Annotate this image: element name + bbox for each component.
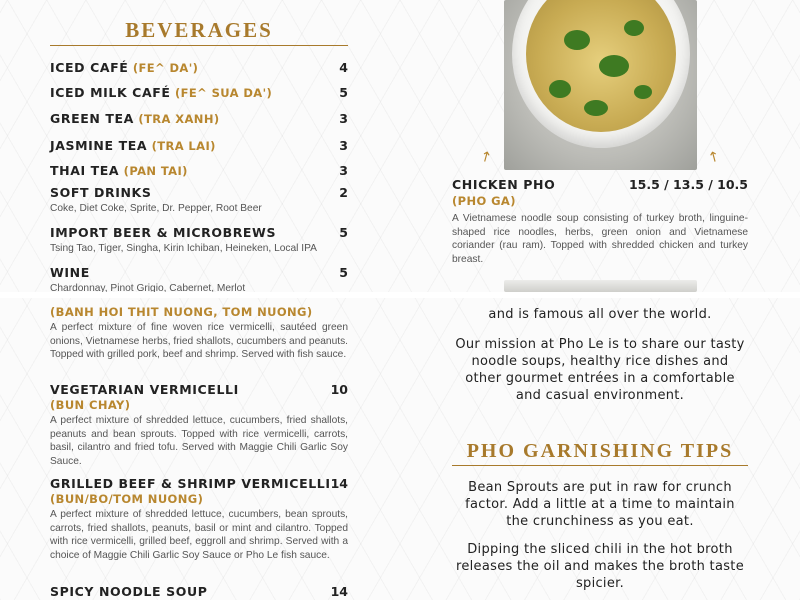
item-name: GREEN TEA: [50, 111, 134, 126]
garnishing-title: PHO GARNISHING TIPS: [466, 440, 734, 462]
herb-mark: [549, 80, 571, 98]
item-price: 15.5 / 13.5 / 10.5: [628, 177, 748, 192]
item-price: 5: [339, 265, 348, 280]
beverage-item-jasmine-tea: [50, 137, 348, 155]
herb-mark: [564, 30, 590, 50]
beverage-item-thai-tea: [50, 162, 348, 180]
beverage-item-iced-cafe: [50, 59, 348, 77]
item-price: 14: [330, 476, 348, 491]
item-options: Chardonnay, Pinot Grigio, Cabernet, Merlot: [50, 283, 246, 292]
item-name: IMPORT BEER & MICROBREWS: [50, 225, 277, 240]
item-viet-name: (BANH HOI THIT NUONG, TOM NUONG): [50, 305, 313, 319]
herb-mark: [624, 20, 644, 36]
item-viet-name: (PAN TAI): [123, 164, 188, 178]
left-arrow-icon: ↗: [476, 146, 495, 166]
item-viet-name: (PHO GA): [452, 194, 516, 208]
garnishing-rule: [452, 465, 748, 466]
chicken-pho-panel: [400, 0, 800, 292]
herb-mark: [634, 85, 652, 99]
item-viet-name: (BUN CHAY): [50, 398, 131, 412]
item-name: THAI TEA: [50, 163, 120, 178]
mission-panel: [0, 298, 800, 600]
beverages-rule: [50, 45, 348, 46]
item-price: 2: [339, 185, 348, 200]
item-name: CHICKEN PHO: [452, 177, 556, 192]
beverage-item-import-beer: [50, 225, 348, 254]
item-name: WINE: [50, 265, 90, 280]
mission-tail: and is famous all over the world.: [488, 307, 712, 322]
item-price: 5: [339, 85, 348, 100]
item-name: JASMINE TEA: [50, 138, 148, 153]
item-name: ICED MILK CAFÉ: [50, 85, 171, 100]
item-viet-name: (TRA LAI): [151, 139, 216, 153]
item-name: GRILLED BEEF & SHRIMP VERMICELLI: [50, 476, 331, 491]
item-viet-name: (FE^ SUA DA'): [174, 86, 273, 100]
item-description: A perfect mixture of fine woven rice vermicelli, sautéed green onions, Vietnamese herbs, fried shallots, cucumbers and peanuts. Topped with grilled pork, beef and shrimp. Served with fish sauce.: [50, 322, 348, 360]
item-viet-name: (TRA XANH): [138, 112, 220, 126]
item-name: SOFT DRINKS: [50, 185, 152, 200]
beverages-panel: [0, 0, 400, 292]
item-description: A perfect mixture of shredded lettuce, cucumbers, fried shallots, peanuts and bean sprouts. Topped with rice vermicelli, carrots, basil, cilantro and fried tofu. Served with Maggie Chili Garlic Soy Sauce.: [50, 415, 348, 467]
item-name: SPICY NOODLE SOUP: [50, 584, 208, 599]
item-description: A Vietnamese noodle soup consisting of turkey broth, linguine-shaped rice noodles, herbs, green onion and Vietnamese coriander (rau ram). Topped with shredded chicken and turkey breast.: [452, 213, 748, 265]
garnishing-tip-1: Bean Sprouts are put in raw for crunch factor. Add a little at a time to maintain the crunchiness as you eat.: [465, 480, 735, 529]
item-name: VEGETARIAN VERMICELLI: [50, 382, 239, 397]
item-price: 3: [339, 111, 348, 126]
chicken-pho-item: [452, 177, 748, 266]
item-options: Tsing Tao, Tiger, Singha, Kirin Ichiban, Heineken, Local IPA: [50, 243, 317, 254]
item-options: Coke, Diet Coke, Sprite, Dr. Pepper, Root Beer: [50, 203, 262, 214]
garnishing-tip-2: Dipping the sliced chili in the hot broth releases the oil and makes the broth taste spicier.: [455, 542, 744, 591]
item-viet-name: (BUN/BO/TOM NUONG): [50, 492, 204, 506]
item-price: 14: [330, 584, 348, 599]
herb-mark: [599, 55, 629, 77]
item-viet-name: (FE^ DA'): [132, 61, 199, 75]
item-name: ICED CAFÉ: [50, 60, 129, 75]
item-price: 5: [339, 225, 348, 240]
mission-paragraph: Our mission at Pho Le is to share our tasty noodle soups, healthy rice dishes and other gourmet entrées in a comfortable and casual environment.: [455, 337, 745, 403]
item-description: A perfect mixture of shredded lettuce, cucumbers, bean sprouts, carrots, fried shallots, peanuts, basil or mint and cilantro. Topped with rice vermicelli, grilled beef, eggroll and shrimp. Served with a choice of Maggie Chili Garlic Soy Sauce or Pho Le fish sauce.: [50, 509, 348, 561]
herb-mark: [584, 100, 608, 116]
beverages-title: BEVERAGES: [125, 18, 273, 42]
item-price: 3: [339, 163, 348, 178]
item-price: 10: [330, 382, 348, 397]
partial-photo: [504, 280, 697, 292]
chicken-pho-photo: [504, 0, 697, 170]
item-price: 4: [339, 60, 348, 75]
right-arrow-icon: ↖: [705, 146, 724, 166]
beverage-item-iced-milk-cafe: [50, 84, 348, 102]
beverage-item-soft-drinks: [50, 185, 348, 214]
beverage-item-wine: [50, 265, 348, 292]
item-price: 3: [339, 138, 348, 153]
beverage-item-green-tea: [50, 110, 348, 128]
